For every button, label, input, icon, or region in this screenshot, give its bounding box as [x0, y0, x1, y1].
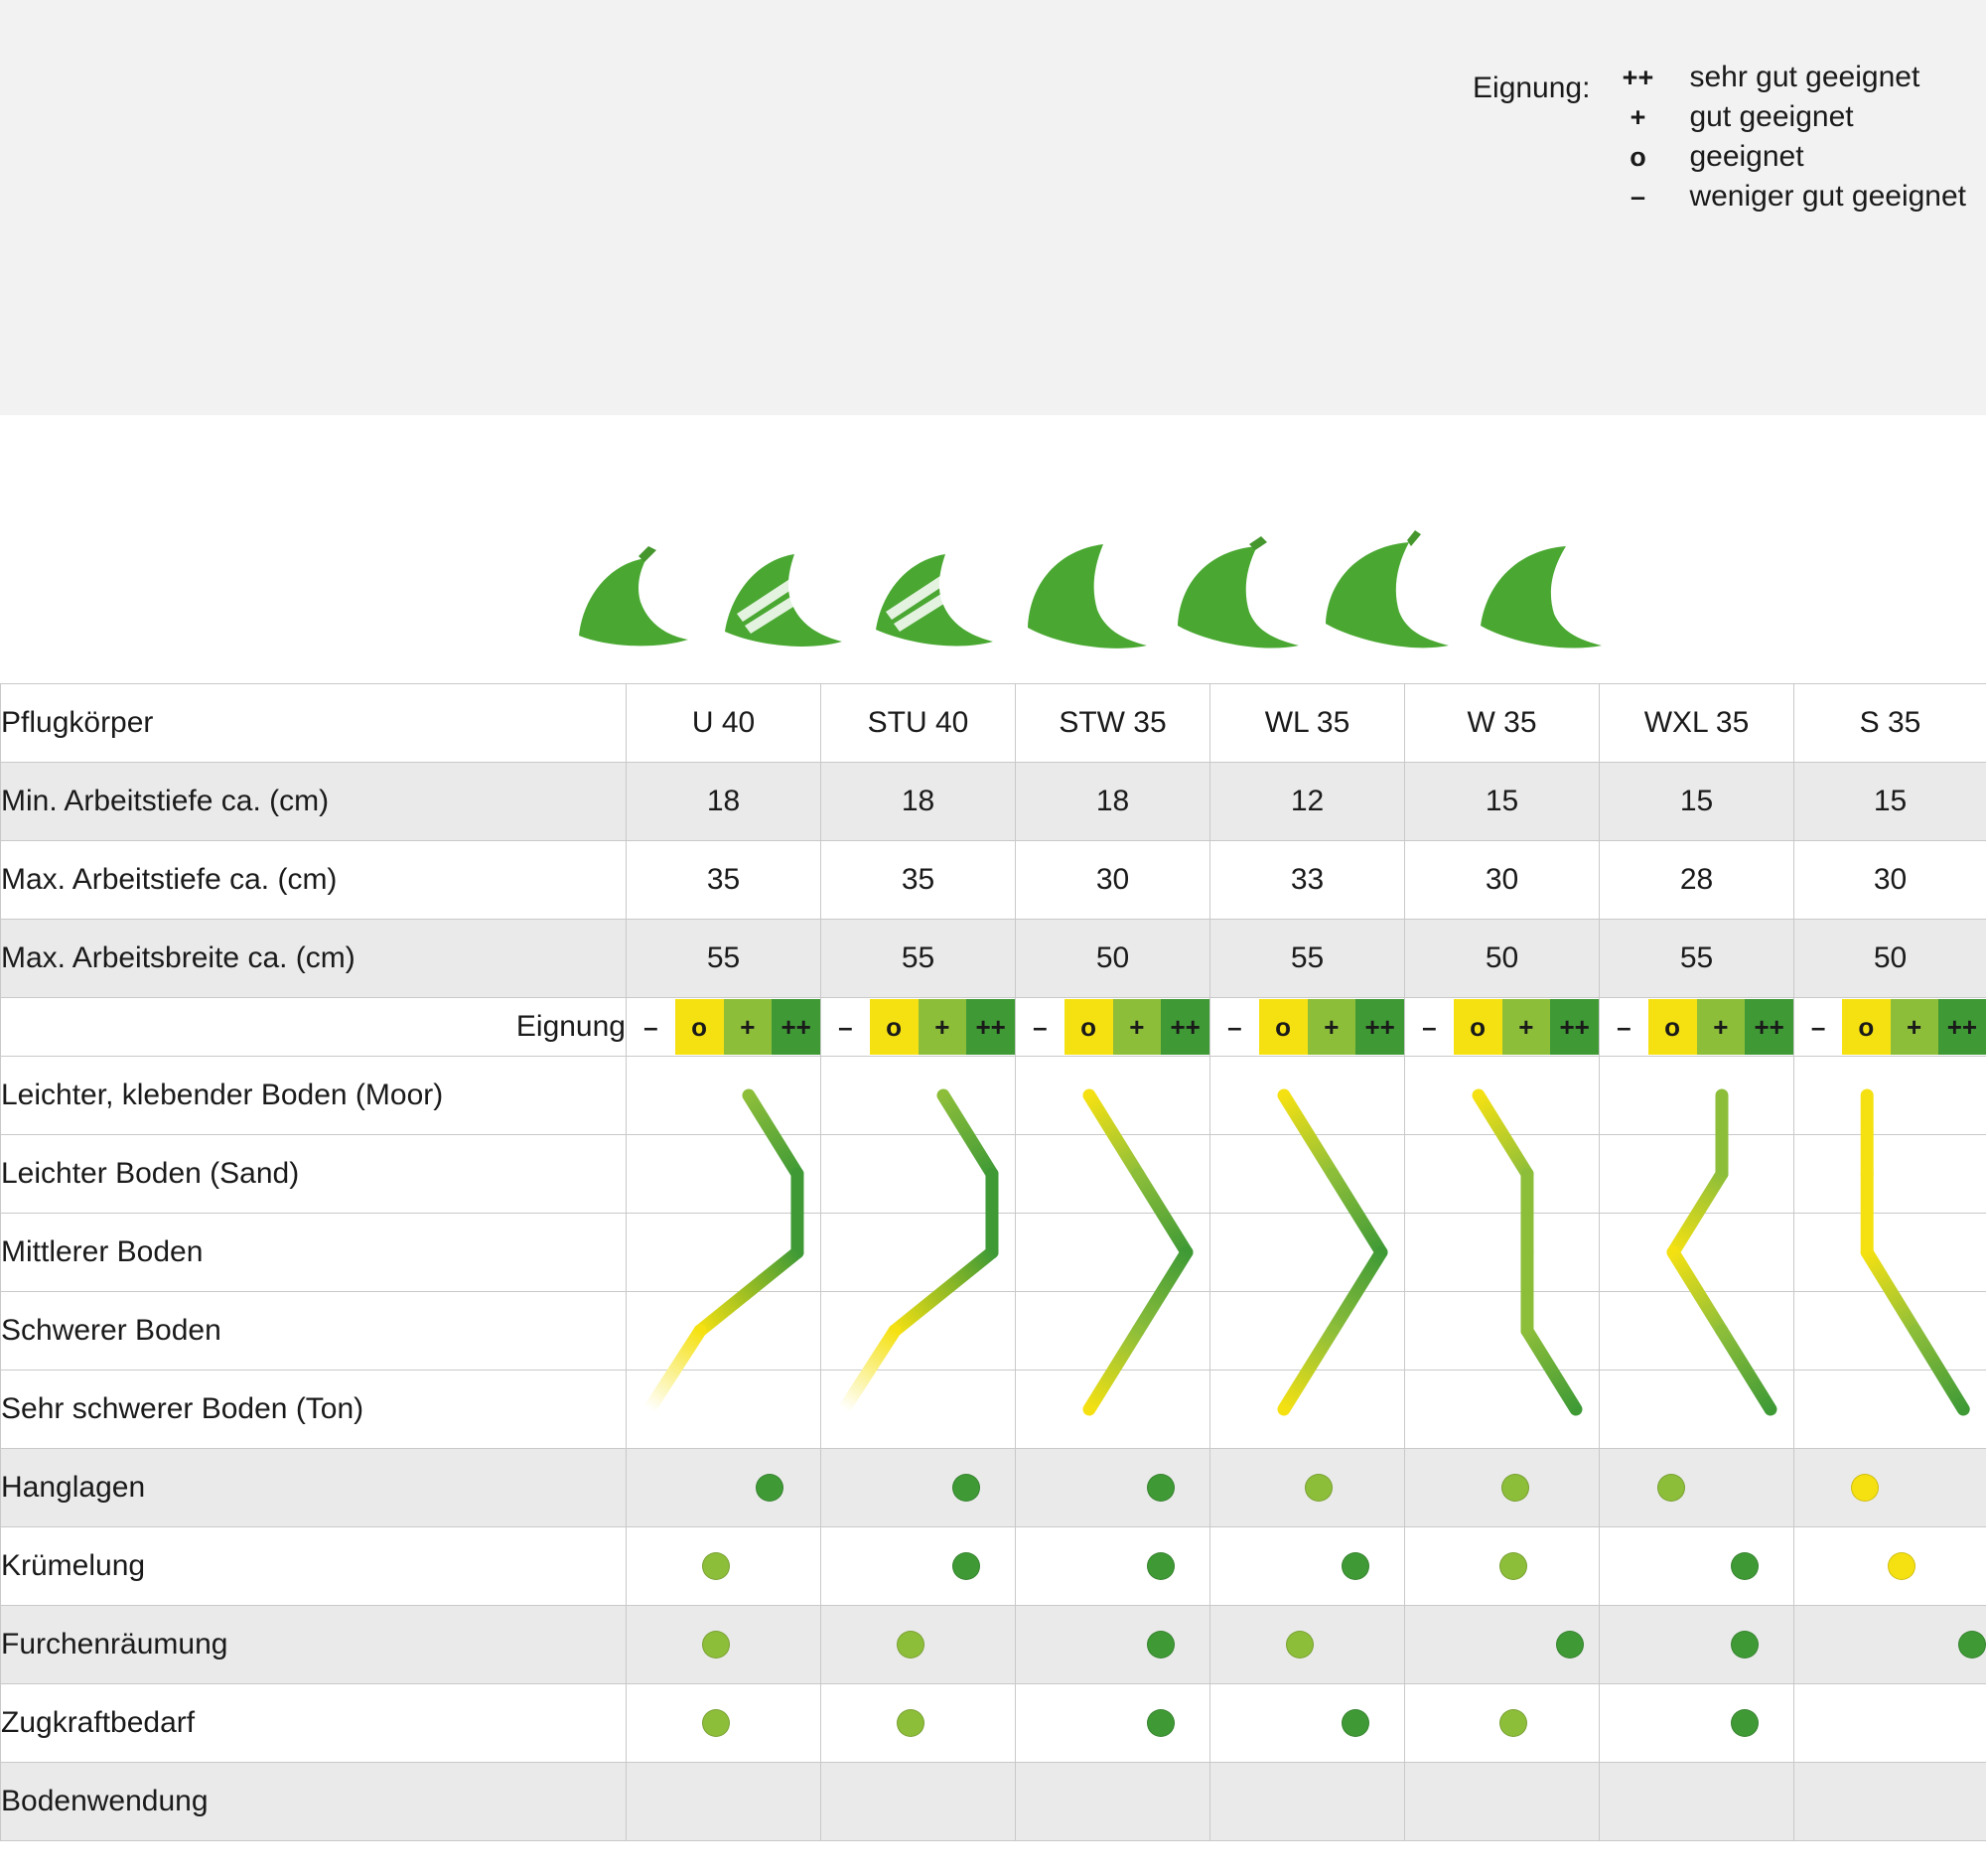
plough-body-w35-icon	[1162, 528, 1311, 677]
dot-wrapper	[821, 1527, 1015, 1605]
curve-cell-stw35	[1016, 1135, 1210, 1214]
row-label-max-tiefe: Max. Arbeitstiefe ca. (cm)	[1, 841, 627, 920]
table-row	[1, 1214, 1986, 1292]
curve-cell-u40	[627, 1371, 821, 1449]
dot-cell-zugkraftbedarf-s35	[1794, 1684, 1986, 1763]
table-row	[1, 1763, 1986, 1841]
row-label-furchenraeumung: Furchenräumung	[1, 1606, 627, 1684]
cell-max-breite-u40: 55	[627, 920, 821, 998]
row-label-zugkraftbedarf: Zugkraftbedarf	[1, 1684, 627, 1763]
scale-step-minus: –	[1210, 999, 1259, 1055]
column-header-wxl35: WXL 35	[1600, 684, 1794, 763]
curve-cell-w35	[1405, 1214, 1600, 1292]
plough-body-wl35-icon	[1012, 528, 1161, 677]
curve-cell-s35	[1794, 1057, 1986, 1135]
row-label-min-tiefe: Min. Arbeitstiefe ca. (cm)	[1, 763, 627, 841]
plough-body-u40-icon	[561, 528, 710, 677]
table-row	[1, 1057, 1986, 1135]
scale-step-o: o	[675, 999, 724, 1055]
dot-wrapper	[821, 1449, 1015, 1526]
dot-cell-hanglagen-wl35	[1210, 1449, 1405, 1527]
curve-cell-s35	[1794, 1292, 1986, 1371]
cell-max-breite-wxl35: 55	[1600, 920, 1794, 998]
curve-cell-wxl35	[1600, 1292, 1794, 1371]
cell-max-tiefe-u40: 35	[627, 841, 821, 920]
legend-label-sehr-gut: sehr gut geeignet	[1689, 61, 1920, 93]
dot-cell-zugkraftbedarf-wl35	[1210, 1684, 1405, 1763]
plough-body-illustrations	[0, 415, 1986, 683]
dot-wrapper	[1405, 1606, 1599, 1683]
curve-cell-stw35	[1016, 1214, 1210, 1292]
dot-cell-kruemelung-wl35	[1210, 1527, 1405, 1606]
rating-dot-plusplus	[1342, 1552, 1369, 1580]
dot-wrapper	[627, 1449, 820, 1526]
scale-step-plus: +	[1697, 999, 1746, 1055]
scale-wl35	[1210, 998, 1405, 1057]
dot-cell-furchenraeumung-stu40	[821, 1606, 1016, 1684]
table-row	[1, 1449, 1986, 1527]
curve-cell-stu40	[821, 1135, 1016, 1214]
rating-dot-plusplus	[952, 1474, 980, 1502]
dot-cell-zugkraftbedarf-wxl35	[1600, 1684, 1794, 1763]
dot-cell-hanglagen-wxl35	[1600, 1449, 1794, 1527]
cell-max-tiefe-w35: 30	[1405, 841, 1600, 920]
dot-cell-bodenwendung-u40	[627, 1763, 821, 1841]
column-header-u40: U 40	[627, 684, 821, 763]
cell-min-tiefe-u40: 18	[627, 763, 821, 841]
rating-dot-plus	[1657, 1474, 1685, 1502]
dot-cell-furchenraeumung-w35	[1405, 1606, 1600, 1684]
dot-wrapper	[1210, 1684, 1404, 1762]
plough-body-s35-icon	[1463, 528, 1612, 677]
dot-wrapper	[1210, 1449, 1404, 1526]
scale-step-o: o	[1454, 999, 1502, 1055]
scale-strip	[1016, 999, 1209, 1055]
dot-cell-bodenwendung-wl35	[1210, 1763, 1405, 1841]
curve-cell-wl35	[1210, 1057, 1405, 1135]
table-row	[1, 763, 1986, 841]
rating-dot-plus	[1501, 1474, 1529, 1502]
dot-cell-bodenwendung-w35	[1405, 1763, 1600, 1841]
rating-dot-plusplus	[1731, 1552, 1759, 1580]
scale-wxl35	[1600, 998, 1794, 1057]
scale-strip	[627, 999, 820, 1055]
scale-s35	[1794, 998, 1986, 1057]
scale-stw35	[1016, 998, 1210, 1057]
rating-dot-plus	[702, 1709, 730, 1737]
cell-max-tiefe-stu40: 35	[821, 841, 1016, 920]
cell-max-breite-stw35: 50	[1016, 920, 1210, 998]
scale-step-plusplus: ++	[1938, 999, 1986, 1055]
scale-strip	[1600, 999, 1793, 1055]
dot-wrapper	[1405, 1684, 1599, 1762]
table-row	[1, 1371, 1986, 1449]
rating-dot-plus	[897, 1709, 924, 1737]
dot-wrapper	[1794, 1449, 1986, 1526]
rating-dot-plusplus	[1958, 1631, 1986, 1659]
curve-cell-wxl35	[1600, 1371, 1794, 1449]
rating-dot-plusplus	[756, 1474, 783, 1502]
scale-step-plus: +	[1113, 999, 1162, 1055]
dot-cell-kruemelung-u40	[627, 1527, 821, 1606]
rating-dot-plusplus	[1731, 1709, 1759, 1737]
scale-w35	[1405, 998, 1600, 1057]
plough-body-stw35-icon	[862, 528, 1011, 677]
row-label-bodenwendung: Bodenwendung	[1, 1763, 627, 1841]
dot-cell-zugkraftbedarf-stu40	[821, 1684, 1016, 1763]
rating-dot-plus	[897, 1631, 924, 1659]
curve-cell-wl35	[1210, 1214, 1405, 1292]
column-header-stw35: STW 35	[1016, 684, 1210, 763]
dot-cell-kruemelung-s35	[1794, 1527, 1986, 1606]
scale-step-plus: +	[1891, 999, 1938, 1055]
scale-strip	[821, 999, 1015, 1055]
header-pflugkoerper: Pflugkörper	[1, 684, 627, 763]
rating-dot-plusplus	[1147, 1631, 1175, 1659]
curve-cell-stu40	[821, 1371, 1016, 1449]
row-label-hanglagen: Hanglagen	[1, 1449, 627, 1527]
legend-chip-sehr-gut: ++	[1622, 62, 1654, 92]
eignung-scale-row	[1, 998, 1986, 1057]
row-label-sehr-schwerer: Sehr schwerer Boden (Ton)	[1, 1371, 627, 1449]
curve-cell-wxl35	[1600, 1214, 1794, 1292]
dot-wrapper	[1210, 1606, 1404, 1683]
scale-step-minus: –	[1600, 999, 1648, 1055]
rating-dot-plusplus	[952, 1552, 980, 1580]
scale-step-minus: –	[1016, 999, 1064, 1055]
dot-cell-hanglagen-stu40	[821, 1449, 1016, 1527]
dot-cell-kruemelung-wxl35	[1600, 1527, 1794, 1606]
plough-body-wxl35-icon	[1312, 528, 1461, 677]
dot-cell-zugkraftbedarf-u40	[627, 1684, 821, 1763]
dot-wrapper	[627, 1527, 820, 1605]
cell-max-tiefe-s35: 30	[1794, 841, 1986, 920]
legend-chip-geeignet: o	[1630, 141, 1646, 172]
dot-cell-zugkraftbedarf-w35	[1405, 1684, 1600, 1763]
plough-body-stu40-icon	[711, 528, 860, 677]
table-row	[1, 1292, 1986, 1371]
row-label-schwerer: Schwerer Boden	[1, 1292, 627, 1371]
cell-min-tiefe-w35: 15	[1405, 763, 1600, 841]
curve-cell-s35	[1794, 1371, 1986, 1449]
dot-cell-kruemelung-stu40	[821, 1527, 1016, 1606]
rating-dot-plusplus	[1556, 1631, 1584, 1659]
scale-step-plus: +	[1308, 999, 1356, 1055]
scale-u40	[627, 998, 821, 1057]
column-header-s35: S 35	[1794, 684, 1986, 763]
cell-min-tiefe-s35: 15	[1794, 763, 1986, 841]
dot-cell-hanglagen-s35	[1794, 1449, 1986, 1527]
scale-step-plusplus: ++	[1745, 999, 1793, 1055]
dot-wrapper	[1016, 1449, 1209, 1526]
dot-wrapper	[1794, 1606, 1986, 1683]
cell-min-tiefe-stw35: 18	[1016, 763, 1210, 841]
scale-strip	[1794, 999, 1986, 1055]
rating-dot-o	[1851, 1474, 1879, 1502]
column-header-stu40: STU 40	[821, 684, 1016, 763]
rating-dot-plusplus	[1342, 1709, 1369, 1737]
curve-cell-w35	[1405, 1371, 1600, 1449]
scale-strip	[1405, 999, 1599, 1055]
scale-step-o: o	[870, 999, 919, 1055]
scale-step-minus: –	[627, 999, 675, 1055]
row-label-kruemelung: Krümelung	[1, 1527, 627, 1606]
scale-stu40	[821, 998, 1016, 1057]
dot-cell-furchenraeumung-s35	[1794, 1606, 1986, 1684]
table-row	[1, 1684, 1986, 1763]
curve-cell-s35	[1794, 1214, 1986, 1292]
cell-max-breite-s35: 50	[1794, 920, 1986, 998]
scale-step-plusplus: ++	[966, 999, 1015, 1055]
dot-wrapper	[1600, 1684, 1793, 1762]
scale-step-plus: +	[724, 999, 773, 1055]
table-row	[1, 920, 1986, 998]
cell-min-tiefe-wl35: 12	[1210, 763, 1405, 841]
dot-cell-furchenraeumung-wl35	[1210, 1606, 1405, 1684]
legend-chip-weniger-gut: –	[1630, 181, 1645, 212]
legend-item-geeignet	[1608, 137, 1966, 177]
rating-dot-plusplus	[1147, 1709, 1175, 1737]
curve-cell-stu40	[821, 1292, 1016, 1371]
curve-cell-wxl35	[1600, 1135, 1794, 1214]
curve-cell-u40	[627, 1214, 821, 1292]
cell-min-tiefe-wxl35: 15	[1600, 763, 1794, 841]
dot-wrapper	[1210, 1527, 1404, 1605]
curve-cell-wxl35	[1600, 1057, 1794, 1135]
dot-wrapper	[1016, 1527, 1209, 1605]
rating-dot-plus	[1499, 1552, 1527, 1580]
dot-cell-hanglagen-w35	[1405, 1449, 1600, 1527]
dot-cell-zugkraftbedarf-stw35	[1016, 1684, 1210, 1763]
curve-cell-w35	[1405, 1057, 1600, 1135]
dot-wrapper	[627, 1606, 820, 1683]
rating-dot-plus	[1286, 1631, 1314, 1659]
rating-dot-plusplus	[1147, 1552, 1175, 1580]
curve-cell-wl35	[1210, 1371, 1405, 1449]
cell-max-breite-w35: 50	[1405, 920, 1600, 998]
table-row	[1, 1135, 1986, 1214]
spec-table	[0, 683, 1986, 1841]
dot-wrapper	[821, 1684, 1015, 1762]
column-header-w35: W 35	[1405, 684, 1600, 763]
cell-max-tiefe-wl35: 33	[1210, 841, 1405, 920]
row-label-moor: Leichter, klebender Boden (Moor)	[1, 1057, 627, 1135]
cell-min-tiefe-stu40: 18	[821, 763, 1016, 841]
rating-dot-plus	[702, 1552, 730, 1580]
scale-step-o: o	[1648, 999, 1697, 1055]
curve-cell-wl35	[1210, 1135, 1405, 1214]
legend-chip-gut: +	[1630, 101, 1646, 132]
legend-item-gut	[1608, 97, 1966, 137]
dot-cell-furchenraeumung-stw35	[1016, 1606, 1210, 1684]
curve-cell-w35	[1405, 1292, 1600, 1371]
dot-cell-bodenwendung-stu40	[821, 1763, 1016, 1841]
table-header-row	[1, 684, 1986, 763]
scale-step-o: o	[1259, 999, 1308, 1055]
legend-label-weniger-gut: weniger gut geeignet	[1689, 180, 1966, 213]
dot-wrapper	[1016, 1606, 1209, 1683]
dot-cell-kruemelung-w35	[1405, 1527, 1600, 1606]
scale-step-plusplus: ++	[1355, 999, 1404, 1055]
cell-max-tiefe-stw35: 30	[1016, 841, 1210, 920]
scale-step-minus: –	[1794, 999, 1842, 1055]
dot-wrapper	[821, 1606, 1015, 1683]
curve-cell-w35	[1405, 1135, 1600, 1214]
dot-cell-furchenraeumung-u40	[627, 1606, 821, 1684]
curve-cell-u40	[627, 1292, 821, 1371]
curve-cell-stw35	[1016, 1371, 1210, 1449]
table-row	[1, 1527, 1986, 1606]
column-header-wl35: WL 35	[1210, 684, 1405, 763]
curve-cell-stw35	[1016, 1292, 1210, 1371]
dot-wrapper	[1016, 1684, 1209, 1762]
legend-item-sehr-gut	[1608, 58, 1966, 97]
dot-wrapper	[1405, 1449, 1599, 1526]
scale-step-o: o	[1842, 999, 1890, 1055]
rating-dot-plus	[1499, 1709, 1527, 1737]
dot-wrapper	[1794, 1527, 1986, 1605]
dot-wrapper	[1600, 1527, 1793, 1605]
cell-max-breite-stu40: 55	[821, 920, 1016, 998]
dot-wrapper	[627, 1684, 820, 1762]
curve-cell-stw35	[1016, 1057, 1210, 1135]
dot-cell-bodenwendung-stw35	[1016, 1763, 1210, 1841]
table-row	[1, 1606, 1986, 1684]
curve-cell-s35	[1794, 1135, 1986, 1214]
legend-title: Eignung:	[1473, 72, 1591, 104]
legend-item-weniger-gut	[1608, 177, 1966, 216]
dot-wrapper	[1600, 1606, 1793, 1683]
rating-dot-plus	[1305, 1474, 1333, 1502]
legend-rows	[1608, 58, 1966, 216]
rating-dot-o	[1888, 1552, 1915, 1580]
cell-max-breite-wl35: 55	[1210, 920, 1405, 998]
scale-step-plus: +	[919, 999, 967, 1055]
rating-dot-plus	[702, 1631, 730, 1659]
dot-cell-furchenraeumung-wxl35	[1600, 1606, 1794, 1684]
curve-cell-u40	[627, 1057, 821, 1135]
dot-cell-hanglagen-u40	[627, 1449, 821, 1527]
row-label-eignung: Eignung	[1, 998, 627, 1057]
dot-cell-kruemelung-stw35	[1016, 1527, 1210, 1606]
row-label-max-breite: Max. Arbeitsbreite ca. (cm)	[1, 920, 627, 998]
legend-label-geeignet: geeignet	[1689, 140, 1804, 173]
legend	[1473, 58, 1966, 216]
scale-step-minus: –	[821, 999, 870, 1055]
dot-cell-bodenwendung-wxl35	[1600, 1763, 1794, 1841]
scale-step-plusplus: ++	[1550, 999, 1599, 1055]
curve-cell-u40	[627, 1135, 821, 1214]
scale-step-o: o	[1064, 999, 1113, 1055]
scale-strip	[1210, 999, 1404, 1055]
cell-max-tiefe-wxl35: 28	[1600, 841, 1794, 920]
row-label-sand: Leichter Boden (Sand)	[1, 1135, 627, 1214]
curve-cell-stu40	[821, 1214, 1016, 1292]
curve-cell-wl35	[1210, 1292, 1405, 1371]
scale-step-minus: –	[1405, 999, 1454, 1055]
rating-dot-plusplus	[1147, 1474, 1175, 1502]
curve-cell-stu40	[821, 1057, 1016, 1135]
table-row	[1, 841, 1986, 920]
scale-step-plusplus: ++	[772, 999, 820, 1055]
legend-label-gut: gut geeignet	[1689, 100, 1854, 133]
dot-wrapper	[1405, 1527, 1599, 1605]
row-label-mittlerer: Mittlerer Boden	[1, 1214, 627, 1292]
scale-step-plus: +	[1502, 999, 1551, 1055]
scale-step-plusplus: ++	[1161, 999, 1209, 1055]
dot-cell-hanglagen-stw35	[1016, 1449, 1210, 1527]
dot-wrapper	[1600, 1449, 1793, 1526]
rating-dot-plusplus	[1731, 1631, 1759, 1659]
dot-cell-bodenwendung-s35	[1794, 1763, 1986, 1841]
